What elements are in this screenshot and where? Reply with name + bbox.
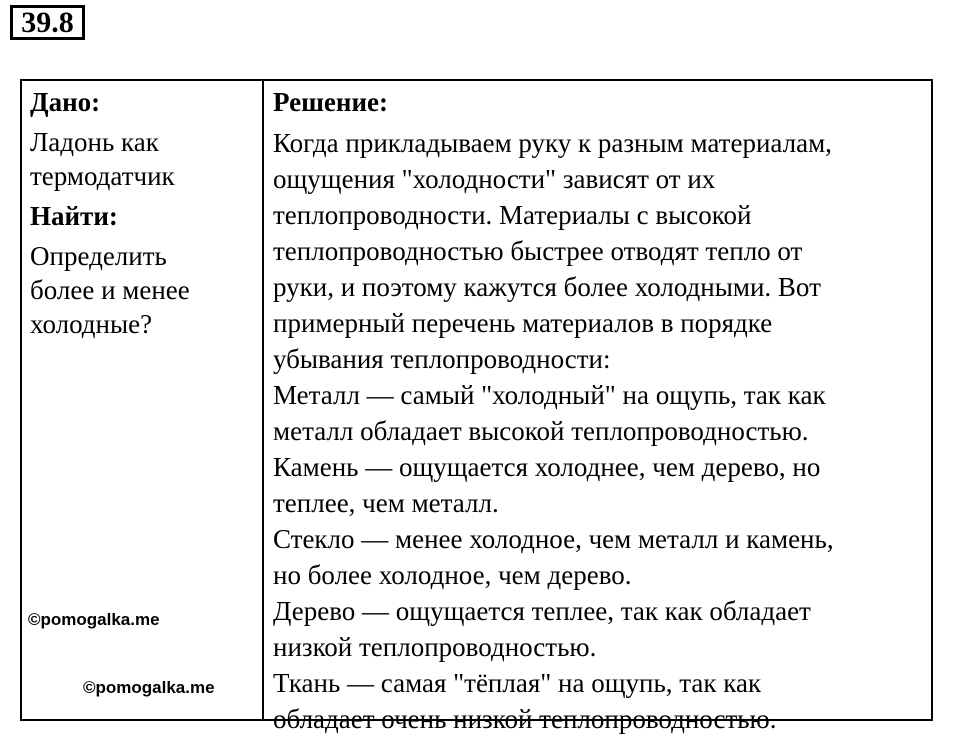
watermark: ©pomogalka.me <box>28 610 160 629</box>
given-column <box>30 85 258 341</box>
solution-paragraph: Стекло — менее холодное, чем металл и камень, но более холодное, чем дерево. <box>273 524 834 590</box>
problem-number: 39.8 <box>10 5 85 40</box>
given-text: Ладонь как термодатчик <box>30 127 175 191</box>
given-heading: Дано: <box>30 87 101 117</box>
column-divider <box>262 81 264 719</box>
solution-paragraph: Дерево — ощущается теплее, так как обладает низкой теплопроводностью. <box>273 596 811 662</box>
solution-column <box>273 85 933 737</box>
find-text: Определить более и менее холодные? <box>30 241 190 339</box>
solution-body <box>273 125 933 737</box>
find-heading: Найти: <box>30 201 118 231</box>
watermark: ©pomogalka.me <box>83 678 215 697</box>
solution-heading: Решение: <box>273 87 388 117</box>
solution-paragraph: Камень — ощущается холоднее, чем дерево, но теплее, чем металл. <box>273 452 821 518</box>
solution-paragraph: Когда прикладываем руку к разным материалам, ощущения "холодности" зависят от их теплопроводности. Материалы с высокой теплопроводностью быстрее отводят тепло от руки, и поэтому кажутся более холодными. Вот примерный перечень материалов в порядке убывания теплопроводности: <box>273 128 832 374</box>
solution-paragraph: Ткань — самая "тёплая" на ощупь, так как обладает очень низкой теплопроводностью. <box>273 668 777 734</box>
solution-paragraph: Металл — самый "холодный" на ощупь, так как металл обладает высокой теплопроводностью. <box>273 380 826 446</box>
